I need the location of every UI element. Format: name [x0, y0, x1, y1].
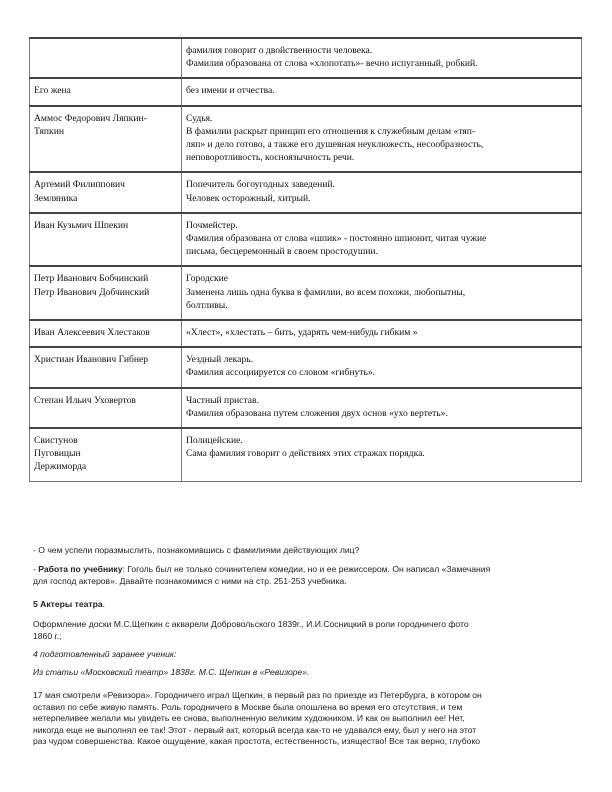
textbook-label: Работа по учебнику	[38, 564, 123, 574]
prepared-student-note: 4 подготовленный заранее ученик:	[33, 649, 177, 659]
character-name-line: Артемий Филиппович	[34, 179, 125, 191]
character-name-cell	[30, 106, 182, 173]
character-description-line: письма, бесцеремонный в своем простодушии.	[186, 246, 378, 258]
character-description-line: Сама фамилия говорит о действиях этих стражах порядка.	[186, 448, 425, 460]
character-description-cell	[182, 78, 582, 105]
table-row	[30, 428, 582, 481]
article-source: Из статьи «Московский театр» 1838г. М.С. Щепкин в «Ревизоре».	[33, 667, 310, 677]
character-name-cell	[30, 172, 182, 212]
character-name-line: Его жена	[34, 85, 71, 97]
character-description-line: Почмейстер.	[186, 219, 238, 231]
character-description-cell	[182, 213, 582, 267]
character-description-cell	[182, 266, 582, 320]
character-description-line: Фамилия образована от слова «хлопотать»- вечно испуганный, робкий.	[186, 58, 478, 70]
character-description-line: В фамилии раскрыт принцип его отношения к служебным делам «тяп-	[186, 125, 476, 137]
character-description-cell	[182, 38, 582, 78]
question-paragraph	[33, 545, 581, 557]
character-description-line: Уездный лекарь.	[186, 354, 254, 366]
table-row	[30, 347, 582, 387]
character-description-cell	[182, 106, 582, 173]
section-heading: 5 Актеры театра.	[33, 599, 106, 609]
character-description-cell	[182, 172, 582, 212]
character-description-line: Заменена лишь одна буква в фамилии, во всем похожи, любопытны,	[186, 286, 466, 298]
character-name-cell	[30, 38, 182, 78]
character-description-line: фамилия говорит о двойственности человека.	[186, 45, 373, 56]
character-name-line: Петр Иванович Добчинский	[34, 286, 150, 298]
character-description-line: Попечитель богоугодных заведений.	[186, 179, 335, 191]
character-name-cell	[30, 320, 182, 347]
table-row	[30, 106, 582, 173]
character-name-line: Земляника	[34, 192, 78, 204]
character-description-line: Судья.	[186, 112, 213, 124]
character-description-line: неповоротливость, косноязычность речи.	[186, 152, 355, 164]
character-name-cell	[30, 78, 182, 105]
character-name-line: Свистунов	[34, 435, 78, 447]
characters-table	[29, 37, 582, 482]
character-name-line: Пуговицын	[34, 448, 81, 460]
textbook-paragraph: - Работа по учебнику: Гоголь был не только сочинителем комедии, но и ее режиссером. Он написал «Замечания для господ актеров». Давайте познакомимся с ними на стр. 251-253 учебника.	[33, 564, 491, 586]
character-description-line: Фамилия ассоциируется со словом «гибнуть».	[186, 367, 376, 379]
character-description-line: без имени и отчества.	[186, 85, 275, 97]
character-name-line: Держиморда	[34, 461, 87, 473]
character-description-cell	[182, 320, 582, 347]
character-name-cell	[30, 213, 182, 267]
character-name-line: Христиан Иванович Гибнер	[34, 354, 149, 366]
table-row	[30, 78, 582, 105]
character-description-line: Фамилия образована путем сложения двух основ «ухо вертеть».	[186, 407, 448, 419]
character-name-cell	[30, 388, 182, 428]
character-description-line: ляп» и дело готово, а также его душевная неуклюжесть, несообразность,	[186, 139, 484, 151]
table-row	[30, 213, 582, 267]
character-name-line: Иван Кузьмич Шпекин	[34, 219, 129, 231]
table-row	[30, 320, 582, 347]
character-description-line: болтливы.	[186, 299, 228, 311]
character-name-cell	[30, 347, 182, 387]
character-description-cell	[182, 347, 582, 387]
character-description-line: Человек осторожный, хитрый.	[186, 192, 311, 204]
character-name-cell	[30, 428, 182, 481]
table-row	[30, 38, 582, 78]
board-decoration-paragraph: Оформление доски М.С.Щепкин с акварели Добровольского 1839г., И.И.Сосницкий в роли городничего фото 1860 г.;	[33, 619, 469, 641]
table-row	[30, 388, 582, 428]
character-description-line: «Хлест», «хлестать – бить, ударять чем-нибудь гибким »	[186, 327, 418, 339]
character-name-cell	[30, 266, 182, 320]
character-description-line: Городские	[186, 273, 229, 285]
character-name-line: Тяпкин	[34, 125, 64, 137]
character-name-line: Иван Алексеевич Хлестаков	[34, 327, 150, 339]
character-description-line: Полицейские.	[186, 435, 243, 447]
character-description-line: Фамилия образована от слова «шпик» - постоянно шпионит, читая чужие	[186, 233, 487, 245]
table-row	[30, 266, 582, 320]
character-description-cell	[182, 388, 582, 428]
question-text: - О чем успели поразмыслить, познакомившись с фамилиями действующих лиц?	[33, 545, 360, 555]
table-row	[30, 172, 582, 212]
character-description-line: Частный пристав.	[186, 394, 259, 406]
character-description-cell	[182, 428, 582, 481]
character-name-line: Степан Ильич Уховертов	[34, 394, 136, 406]
character-name-line: Петр Иванович Бобчинский	[34, 273, 149, 285]
article-paragraph: 17 мая смотрели «Ревизора». Городничего играл Щепкин, в первый раз по приезде из Петербурга, в котором он оставил по себе живую память. Роль городничего в Москве была опошлена во время его отсутствия, и тем нетерпеливее желали мы увидеть ее снова, выполненную великим художником. И как он выполнил ее! Нет, никогда еще не выполнял ее так! Этот - первый акт, который всегда как-то не удавался ему, был у него на этот раз чудом совершенства. Какое ощущение, какая простота, естественность, изящество! Все так верно, глубоко	[33, 690, 482, 747]
character-name-line: Аммос Федорович Ляпкин-	[34, 112, 147, 124]
